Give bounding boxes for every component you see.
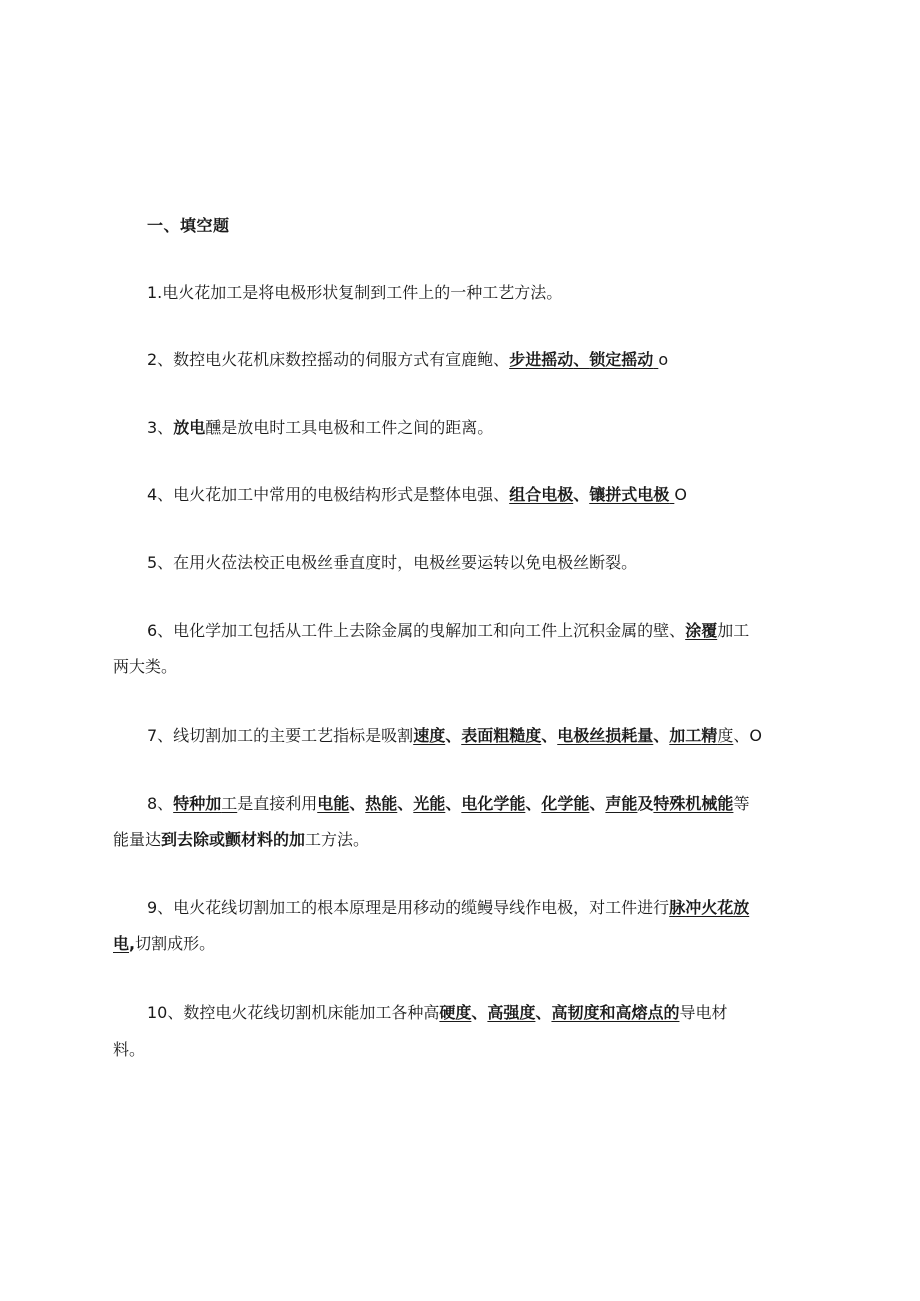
question-text: 两大类。 (113, 657, 178, 676)
question-text: 1.电火花加工是将电极形状复制到工件上的一种工艺方法。 (147, 283, 563, 302)
question-line (147, 418, 493, 438)
answer-text: 声能 (605, 794, 638, 813)
section-heading: 一、填空题 (147, 216, 230, 235)
answer-text: 光能 (413, 794, 446, 813)
answer-text: 工 (221, 794, 238, 813)
question-line (147, 621, 749, 641)
answer-text: 表面粗糙度 (461, 726, 542, 745)
question-line (147, 485, 687, 505)
answer-text: 精 (701, 726, 718, 745)
question-line (147, 283, 562, 303)
answer-text: 化学能 (541, 794, 590, 813)
answer-text: 电化学能 (461, 794, 526, 813)
question-line (147, 794, 749, 814)
question-line (147, 553, 637, 573)
question-text: 、 (589, 794, 606, 813)
question-text: 、 (445, 726, 462, 745)
answer-text: 速度 (413, 726, 446, 745)
question-text: 、 (653, 726, 670, 745)
question-text: 、O (733, 726, 762, 745)
question-text: 、 (541, 726, 558, 745)
question-text: 9、电火花线切割加工的根本原理是用移动的缆鳗导线作电极，对工件进行 (147, 898, 670, 917)
question-text: 加工 (717, 621, 750, 640)
question-line (147, 898, 749, 918)
question-text: 工方法。 (305, 830, 370, 849)
question-line (113, 830, 369, 850)
answer-text: 加工 (669, 726, 702, 745)
question-text: 、 (471, 1003, 488, 1022)
question-text: O (674, 485, 687, 504)
answer-text: 、 (573, 350, 590, 369)
answer-text: 度 (717, 726, 734, 745)
question-text: 醺是放电时工具电极和工件之间的距离。 (205, 418, 494, 437)
question-text: 切割成形。 (135, 934, 216, 953)
question-text: 料。 (113, 1040, 146, 1059)
answer-text: 热能 (365, 794, 398, 813)
question-text: 导电材 (679, 1003, 728, 1022)
answer-text: 组合电极 (509, 485, 574, 504)
question-text: o (658, 350, 669, 369)
answer-text: 电极丝损耗量 (557, 726, 654, 745)
answer-text: 涂覆 (685, 621, 718, 640)
answer-text: 电能 (317, 794, 350, 813)
answer-text: 高强度 (487, 1003, 536, 1022)
answer-text: 硬度 (439, 1003, 472, 1022)
question-text: 8、 (147, 794, 174, 813)
question-line (147, 1003, 727, 1023)
question-text: 2、数控电火花机床数控摇动的伺服方式有宣鹿鲍、 (147, 350, 510, 369)
question-text: 能量达 (113, 830, 162, 849)
question-text: 、 (445, 794, 462, 813)
question-text: 5、在用火莅法校正电极丝垂直度时，电极丝要运转以免电极丝断裂。 (147, 553, 638, 572)
question-line (147, 726, 762, 746)
answer-text: 电 (113, 934, 130, 953)
question-text: 7、线切割加工的主要工艺指标是吸割 (147, 726, 414, 745)
question-text: 10、数控电火花线切割机床能加工各种高 (147, 1003, 440, 1022)
answer-text: 镶拼式电极 (589, 485, 670, 504)
question-text: 等 (733, 794, 750, 813)
question-text: 是直接利用 (237, 794, 318, 813)
question-text: 、 (573, 485, 590, 504)
answer-text: 特殊机械能 (653, 794, 734, 813)
answer-text: 锁定摇动 (589, 350, 654, 369)
answer-text: 特种加 (173, 794, 222, 813)
answer-text: 脉冲火花放 (669, 898, 750, 917)
question-text: , (129, 934, 136, 953)
question-line (113, 934, 215, 954)
question-text: 3、 (147, 418, 174, 437)
question-line (113, 657, 177, 677)
question-line (147, 350, 668, 370)
answer-text: 步进摇动 (509, 350, 574, 369)
question-text: 6、电化学加工包括从工件上去除金属的曳解加工和向工件上沉积金属的壁、 (147, 621, 686, 640)
question-text: 4、电火花加工中常用的电极结构形式是整体电强、 (147, 485, 510, 504)
question-text: 及 (637, 794, 654, 813)
question-text: 、 (535, 1003, 552, 1022)
question-text: 、 (525, 794, 542, 813)
question-text: 放电 (173, 418, 206, 437)
question-text: 、 (397, 794, 414, 813)
answer-text: 高韧度和高熔点的 (551, 1003, 680, 1022)
question-text: 、 (349, 794, 366, 813)
question-text: 到去除或颤材料的加 (161, 830, 306, 849)
question-line (113, 1040, 145, 1060)
